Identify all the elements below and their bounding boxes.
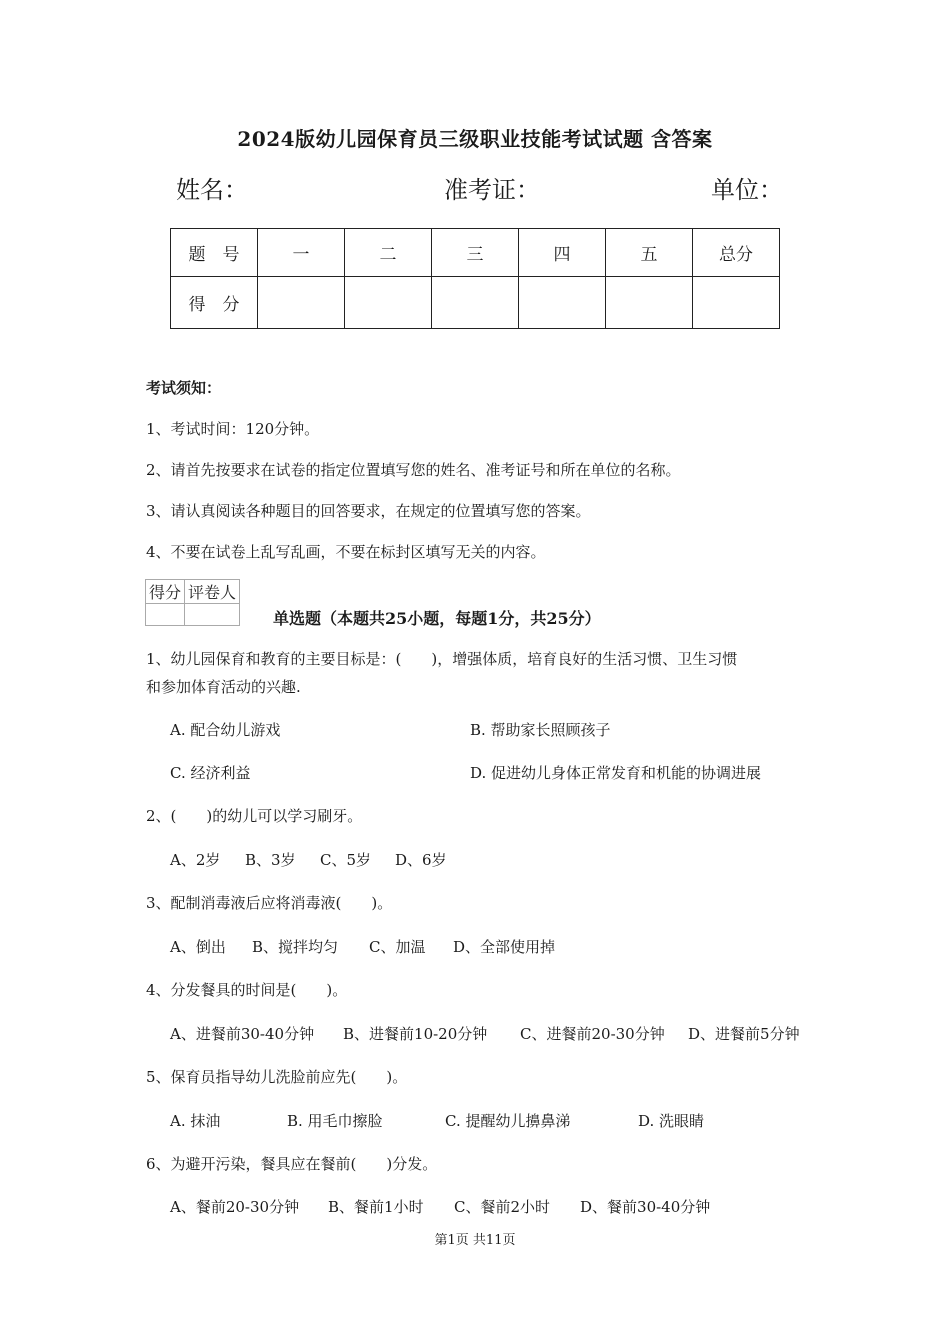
question-4-option-c: C、进餐前20-30分钟: [520, 1025, 665, 1043]
question-3-stem: 3、配制消毒液后应将消毒液( )。: [146, 894, 393, 912]
question-6-stem: 6、为避开污染，餐具应在餐前( )分发。: [146, 1155, 438, 1173]
question-5-stem: 5、保育员指导幼儿洗脸前应先( )。: [146, 1068, 408, 1086]
question-1-option-a: A. 配合幼儿游戏: [170, 721, 281, 739]
question-1-stem-line-2: 和参加体育活动的兴趣.: [146, 678, 301, 696]
notice-item-3: 3、请认真阅读各种题目的回答要求，在规定的位置填写您的答案。: [146, 502, 591, 520]
header-cell-part-4: 四: [519, 229, 606, 277]
page-title: 2024版幼儿园保育员三级职业技能考试试题 含答案: [237, 127, 713, 151]
question-2-option-b: B、3岁: [245, 851, 296, 869]
question-4-option-d: D、进餐前5分钟: [688, 1025, 800, 1043]
question-2-option-a: A、2岁: [170, 851, 221, 869]
question-3-option-d: D、全部使用掉: [453, 938, 556, 956]
question-3-option-a: A、倒出: [170, 938, 226, 956]
question-5-option-b: B. 用毛巾擦脸: [287, 1112, 383, 1130]
question-6-option-c: C、餐前2小时: [454, 1198, 551, 1216]
score-cell-part-3: [432, 277, 519, 329]
question-6-option-a: A、餐前20-30分钟: [170, 1198, 300, 1216]
notice-item-4: 4、不要在试卷上乱写乱画，不要在标封区填写无关的内容。: [146, 543, 546, 561]
notice-item-1: 1、考试时间：120分钟。: [146, 420, 320, 438]
question-4-option-b: B、进餐前10-20分钟: [343, 1025, 488, 1043]
question-1-stem-line-1: 1、幼儿园保育和教育的主要目标是：( )，增强体质，培育良好的生活习惯、卫生习惯: [146, 650, 738, 668]
score-row-label: 得 分: [171, 277, 258, 329]
question-2-stem: 2、( )的幼儿可以学习刷牙。: [146, 807, 363, 825]
grader-box-grader-label: 评卷人: [185, 580, 240, 604]
score-table-header-row: [171, 229, 780, 277]
question-5-option-a: A. 抹油: [170, 1112, 221, 1130]
page-footer: 第1页 共11页: [434, 1233, 516, 1248]
header-cell-part-1: 一: [258, 229, 345, 277]
score-cell-total: [693, 277, 780, 329]
question-1-option-b: B. 帮助家长照顾孩子: [470, 721, 611, 739]
score-cell-part-2: [345, 277, 432, 329]
header-cell-part-3: 三: [432, 229, 519, 277]
question-2-option-d: D、6岁: [395, 851, 447, 869]
question-4-option-a: A、进餐前30-40分钟: [170, 1025, 315, 1043]
header-cell-total: 总分: [693, 229, 780, 277]
notice-heading: 考试须知：: [146, 379, 222, 397]
question-3-option-c: C、加温: [369, 938, 426, 956]
unit-field-label: 单位：: [711, 176, 783, 204]
grader-box-grader-cell: [185, 604, 240, 626]
name-field-label: 姓名：: [176, 176, 248, 204]
question-6-option-d: D、餐前30-40分钟: [580, 1198, 711, 1216]
grader-box-score-cell: [146, 604, 185, 626]
question-1-option-d: D. 促进幼儿身体正常发育和机能的协调进展: [470, 764, 762, 782]
header-cell-part-2: 二: [345, 229, 432, 277]
question-2-option-c: C、5岁: [320, 851, 372, 869]
score-table-score-row: [171, 277, 780, 329]
header-cell-part-5: 五: [606, 229, 693, 277]
score-cell-part-4: [519, 277, 606, 329]
grader-box: [145, 579, 240, 626]
notice-item-2: 2、请首先按要求在试卷的指定位置填写您的姓名、准考证号和所在单位的名称。: [146, 461, 681, 479]
grader-box-score-label: 得分: [146, 580, 185, 604]
question-4-stem: 4、分发餐具的时间是( )。: [146, 981, 348, 999]
question-5-option-d: D. 洗眼睛: [638, 1112, 705, 1130]
exam-id-field-label: 准考证：: [444, 176, 540, 204]
question-5-option-c: C. 提醒幼儿擤鼻涕: [445, 1112, 571, 1130]
question-3-option-b: B、搅拌均匀: [252, 938, 339, 956]
section-title: 单选题（本题共25小题，每题1分，共25分）: [273, 609, 601, 628]
score-table: [170, 228, 780, 329]
question-1-option-c: C. 经济利益: [170, 764, 251, 782]
question-6-option-b: B、餐前1小时: [328, 1198, 424, 1216]
score-cell-part-1: [258, 277, 345, 329]
score-cell-part-5: [606, 277, 693, 329]
header-cell-question-number: 题 号: [171, 229, 258, 277]
